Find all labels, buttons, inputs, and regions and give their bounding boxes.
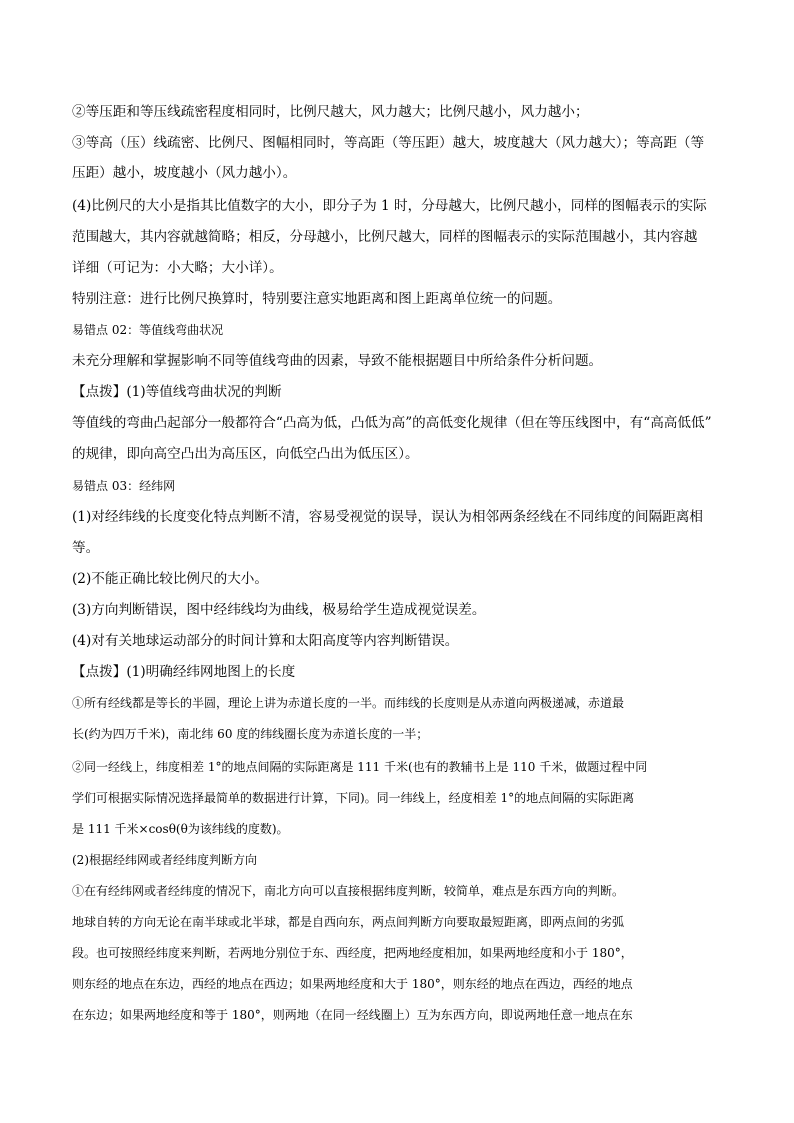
text-line: 详细（可记为：小大略；大小详）。	[72, 260, 283, 276]
text-line: 特别注意：进行比例尺换算时，特别要注意实地距离和图上距离单位统一的问题。	[72, 291, 562, 307]
text-line: 等值线的弯曲凸起部分一般都符合“凸高为低，凸低为高”的高低变化规律（但在等压线图中，有“高高低低”	[72, 415, 712, 431]
text-line: 是 111 千米×cosθ(θ为该纬线的度数)。	[72, 822, 289, 836]
section-heading: 易错点 02：等值线弯曲状况	[72, 323, 224, 337]
section-heading: 易错点 03：经纬网	[72, 479, 176, 493]
text-line: 范围越大，其内容就越简略；相反，分母越小，比例尺越大，同样的图幅表示的实际范围越小，其内容越	[72, 229, 698, 245]
text-line: ②等压距和等压线疏密程度相同时，比例尺越大，风力越大；比例尺越小，风力越小；	[72, 104, 589, 120]
text-line: (1)对经纬线的长度变化特点判断不清，容易受视觉的误导，误认为相邻两条经线在不同纬度的间隔距离相	[72, 509, 703, 525]
tip-heading: 【点拨】(1)明确经纬网地图上的长度	[72, 664, 296, 680]
text-line: 则东经的地点在东边，西经的地点在西边；如果两地经度和大于 180°，则东经的地点在西边，西经的地点	[72, 977, 633, 991]
text-line: ③等高（压）线疏密、比例尺、图幅相同时，等高距（等压距）越大，坡度越大（风力越大）；等高距（等	[72, 135, 705, 151]
text-line: 压距）越小，坡度越小（风力越小）。	[72, 165, 297, 181]
text-line: 在东边；如果两地经度和等于 180°，则两地（在同一经线圈上）互为东西方向，即说两地任意一地点在东	[72, 1008, 633, 1022]
text-line: (3)方向判断错误，图中经纬线均为曲线，极易给学生造成视觉误差。	[72, 602, 486, 618]
tip-heading: 【点拨】(1)等值线弯曲状况的判断	[72, 384, 282, 400]
text-line: (4)对有关地球运动部分的时间计算和太阳高度等内容判断错误。	[72, 633, 459, 649]
text-line: 地球自转的方向无论在南半球或北半球，都是自西向东，两点间判断方向要取最短距离，即两点间的劣弧	[72, 915, 625, 929]
text-line: 长(约为四万千米)，南北纬 60 度的纬线圈长度为赤道长度的一半；	[72, 727, 429, 741]
text-line: 等。	[72, 540, 100, 556]
text-line: ②同一经线上，纬度相差 1°的地点间隔的实际距离是 111 千米(也有的教辅书上是 110 千米，做题过程中同	[72, 760, 648, 774]
text-line: 的规律，即向高空凸出为高压区，向低空凸出为低压区）。	[72, 446, 419, 462]
text-line: 学们可根据实际情况选择最简单的数据进行计算，下同)。同一纬线上，经度相差 1°的地点间隔的实际距离	[72, 791, 635, 805]
text-line: (4)比例尺的大小是指其比值数字的大小，即分子为 1 时，分母越大，比例尺越小，同样的图幅表示的实际	[72, 198, 707, 214]
text-line: ①在有经纬网或者经纬度的情况下，南北方向可以直接根据纬度判断，较简单，难点是东西方向的判断。	[72, 884, 625, 898]
text-line: 段。也可按照经纬度来判断，若两地分别位于东、西经度，把两地经度相加，如果两地经度和小于 180°，	[72, 946, 633, 960]
text-line: (2)根据经纬网或者经纬度判断方向	[72, 853, 257, 867]
text-line: (2)不能正确比较比例尺的大小。	[72, 571, 268, 587]
text-line: 未充分理解和掌握影响不同等值线弯曲的因素，导致不能根据题目中所给条件分析问题。	[72, 353, 603, 369]
text-line: ①所有经线都是等长的半圆，理论上讲为赤道长度的一半。而纬线的长度则是从赤道向两极递减，赤道最	[72, 696, 625, 710]
